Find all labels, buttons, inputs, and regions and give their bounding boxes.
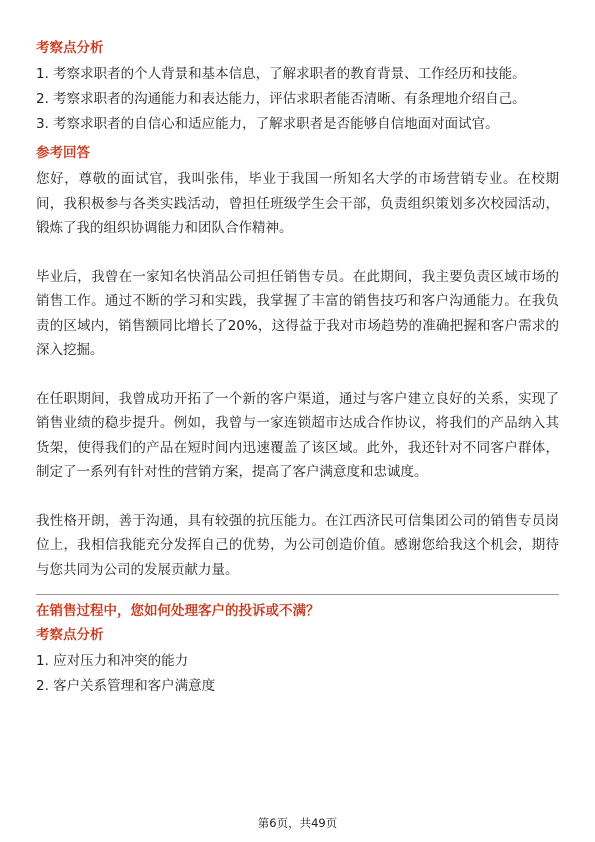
- analysis-heading: 考察点分析: [36, 627, 104, 643]
- analysis-item: 1. 应对压力和冲突的能力: [36, 653, 189, 669]
- page-number: 第6页，共49页: [257, 816, 338, 830]
- analysis-heading: 考察点分析: [36, 40, 104, 56]
- analysis-item: 1. 考察求职者的个人背景和基本信息，了解求职者的教育背景、工作经历和技能。: [36, 66, 526, 82]
- answer-paragraph: 在任职期间，我曾成功开拓了一个新的客户渠道，通过与客户建立良好的关系，实现了销售业绩的稳步提升。例如，我曾与一家连锁超市达成合作协议，将我们的产品纳入其货架，使得我们的产品在短时间内迅速覆盖了该区域。此外，我还针对不同客户群体，制定了一系列有针对性的营销方案，提高了客户满意度和忠诚度。: [36, 390, 559, 480]
- answer-paragraph: 我性格开朗，善于沟通，具有较强的抗压能力。在江西济民可信集团公司的销售专员岗位上，我相信我能充分发挥自己的优势，为公司创造价值。感谢您给我这个机会，期待与您共同为公司的发展贡献力量。: [36, 512, 559, 578]
- analysis-item: 2. 客户关系管理和客户满意度: [36, 678, 216, 694]
- answer-paragraph: 您好，尊敬的面试官，我叫张伟，毕业于我国一所知名大学的市场营销专业。在校期间，我积极参与各类实践活动，曾担任班级学生会干部，负责组织策划多次校园活动，锻炼了我的组织协调能力和团队合作精神。: [36, 171, 559, 236]
- analysis-item: 2. 考察求职者的沟通能力和表达能力，评估求职者能否清晰、有条理地介绍自己。: [36, 91, 526, 107]
- interview-question: 在销售过程中，您如何处理客户的投诉或不满？: [36, 603, 320, 619]
- analysis-item: 3. 考察求职者的自信心和适应能力，了解求职者是否能够自信地面对面试官。: [36, 116, 499, 132]
- answer-heading: 参考回答: [36, 145, 90, 161]
- section-divider: [36, 594, 559, 595]
- document-page: [36, 38, 559, 696]
- answer-paragraph: 毕业后，我曾在一家知名快消品公司担任销售专员。在此期间，我主要负责区域市场的销售工作。通过不断的学习和实践，我掌握了丰富的销售技巧和客户沟通能力。在我负责的区域内，销售额同比增长了20%，这得益于我对市场趋势的准确把握和客户需求的深入挖掘。: [36, 268, 559, 358]
